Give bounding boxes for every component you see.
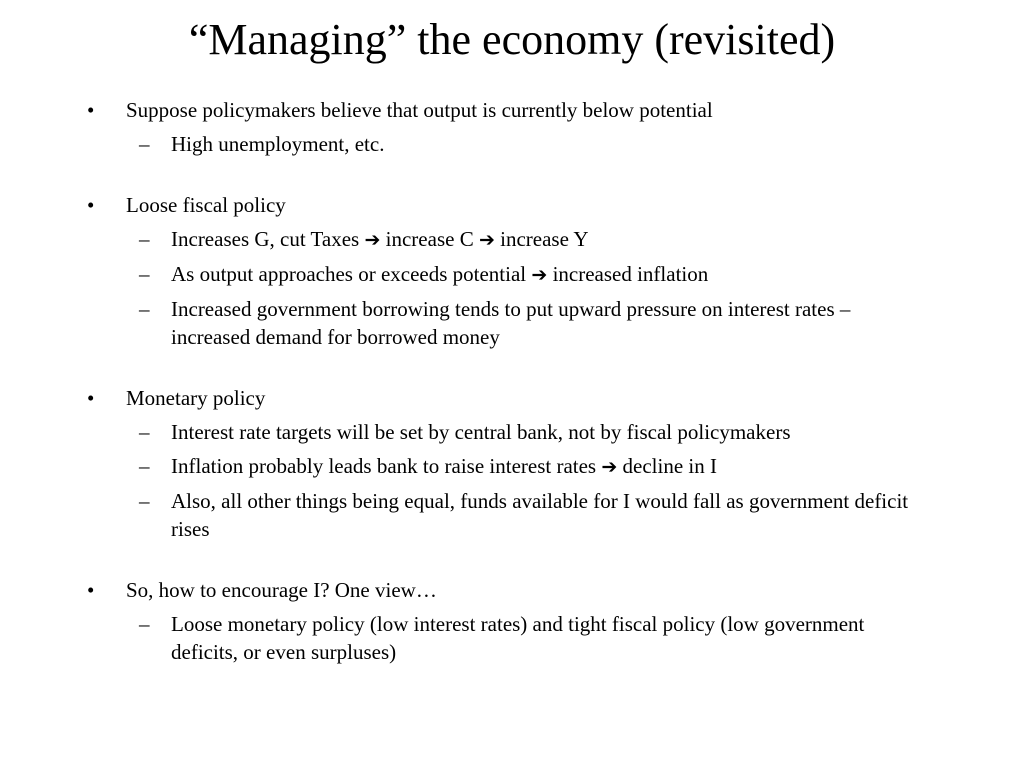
bullet-marker: • [87, 193, 95, 217]
sub-text-part: decline in I [617, 454, 717, 478]
sub-item [0, 295, 1024, 351]
bullet-item [0, 384, 1024, 412]
bullet-marker: • [87, 386, 95, 410]
right-arrow-icon: ➔ [478, 229, 495, 251]
sub-marker: – [139, 612, 150, 636]
sub-item [0, 225, 1024, 254]
sub-text: Increased government borrowing tends to put upward pressure on interest rates – increased demand for borrowed money [171, 297, 851, 349]
bullet-marker: • [87, 578, 95, 602]
sub-item [0, 610, 1024, 666]
sub-text-part: increase C [380, 227, 479, 251]
sub-item [0, 487, 1024, 543]
sub-marker: – [139, 262, 150, 286]
bullet-group-4 [0, 576, 1024, 666]
sub-text: High unemployment, etc. [171, 132, 385, 156]
sub-item [0, 418, 1024, 446]
bullet-group-1 [0, 96, 1024, 158]
right-arrow-icon: ➔ [531, 264, 548, 286]
sub-marker: – [139, 420, 150, 444]
sub-item [0, 452, 1024, 481]
slide-content [0, 96, 1024, 699]
sub-text-part: As output approaches or exceeds potential [171, 262, 532, 286]
bullet-item [0, 576, 1024, 604]
right-arrow-icon: ➔ [364, 229, 381, 251]
right-arrow-icon: ➔ [601, 456, 618, 478]
bullet-text: Suppose policymakers believe that output is currently below potential [126, 98, 713, 122]
sub-marker: – [139, 227, 150, 251]
sub-text-part: Increases G, cut Taxes [171, 227, 365, 251]
slide-title: “Managing” the economy (revisited) [188, 15, 836, 64]
sub-item [0, 260, 1024, 289]
bullet-text: Monetary policy [126, 386, 266, 410]
sub-text: Interest rate targets will be set by central bank, not by fiscal policymakers [171, 420, 791, 444]
sub-text-part: increased inflation [547, 262, 709, 286]
bullet-text: Loose fiscal policy [126, 193, 286, 217]
sub-marker: – [139, 454, 150, 478]
sub-marker: – [139, 489, 150, 513]
bullet-text: So, how to encourage I? One view… [126, 578, 437, 602]
sub-text-part: increase Y [494, 227, 589, 251]
sub-marker: – [139, 297, 150, 321]
bullet-item [0, 191, 1024, 219]
sub-text-part: Inflation probably leads bank to raise interest rates [171, 454, 602, 478]
sub-marker: – [139, 132, 150, 156]
bullet-marker: • [87, 98, 95, 122]
bullet-item [0, 96, 1024, 124]
sub-text: Loose monetary policy (low interest rates) and tight fiscal policy (low government deficits, or even surpluses) [171, 612, 865, 664]
sub-item [0, 130, 1024, 158]
bullet-group-2 [0, 191, 1024, 351]
sub-text: Also, all other things being equal, funds available for I would fall as government deficit rises [171, 489, 909, 541]
bullet-group-3 [0, 384, 1024, 543]
